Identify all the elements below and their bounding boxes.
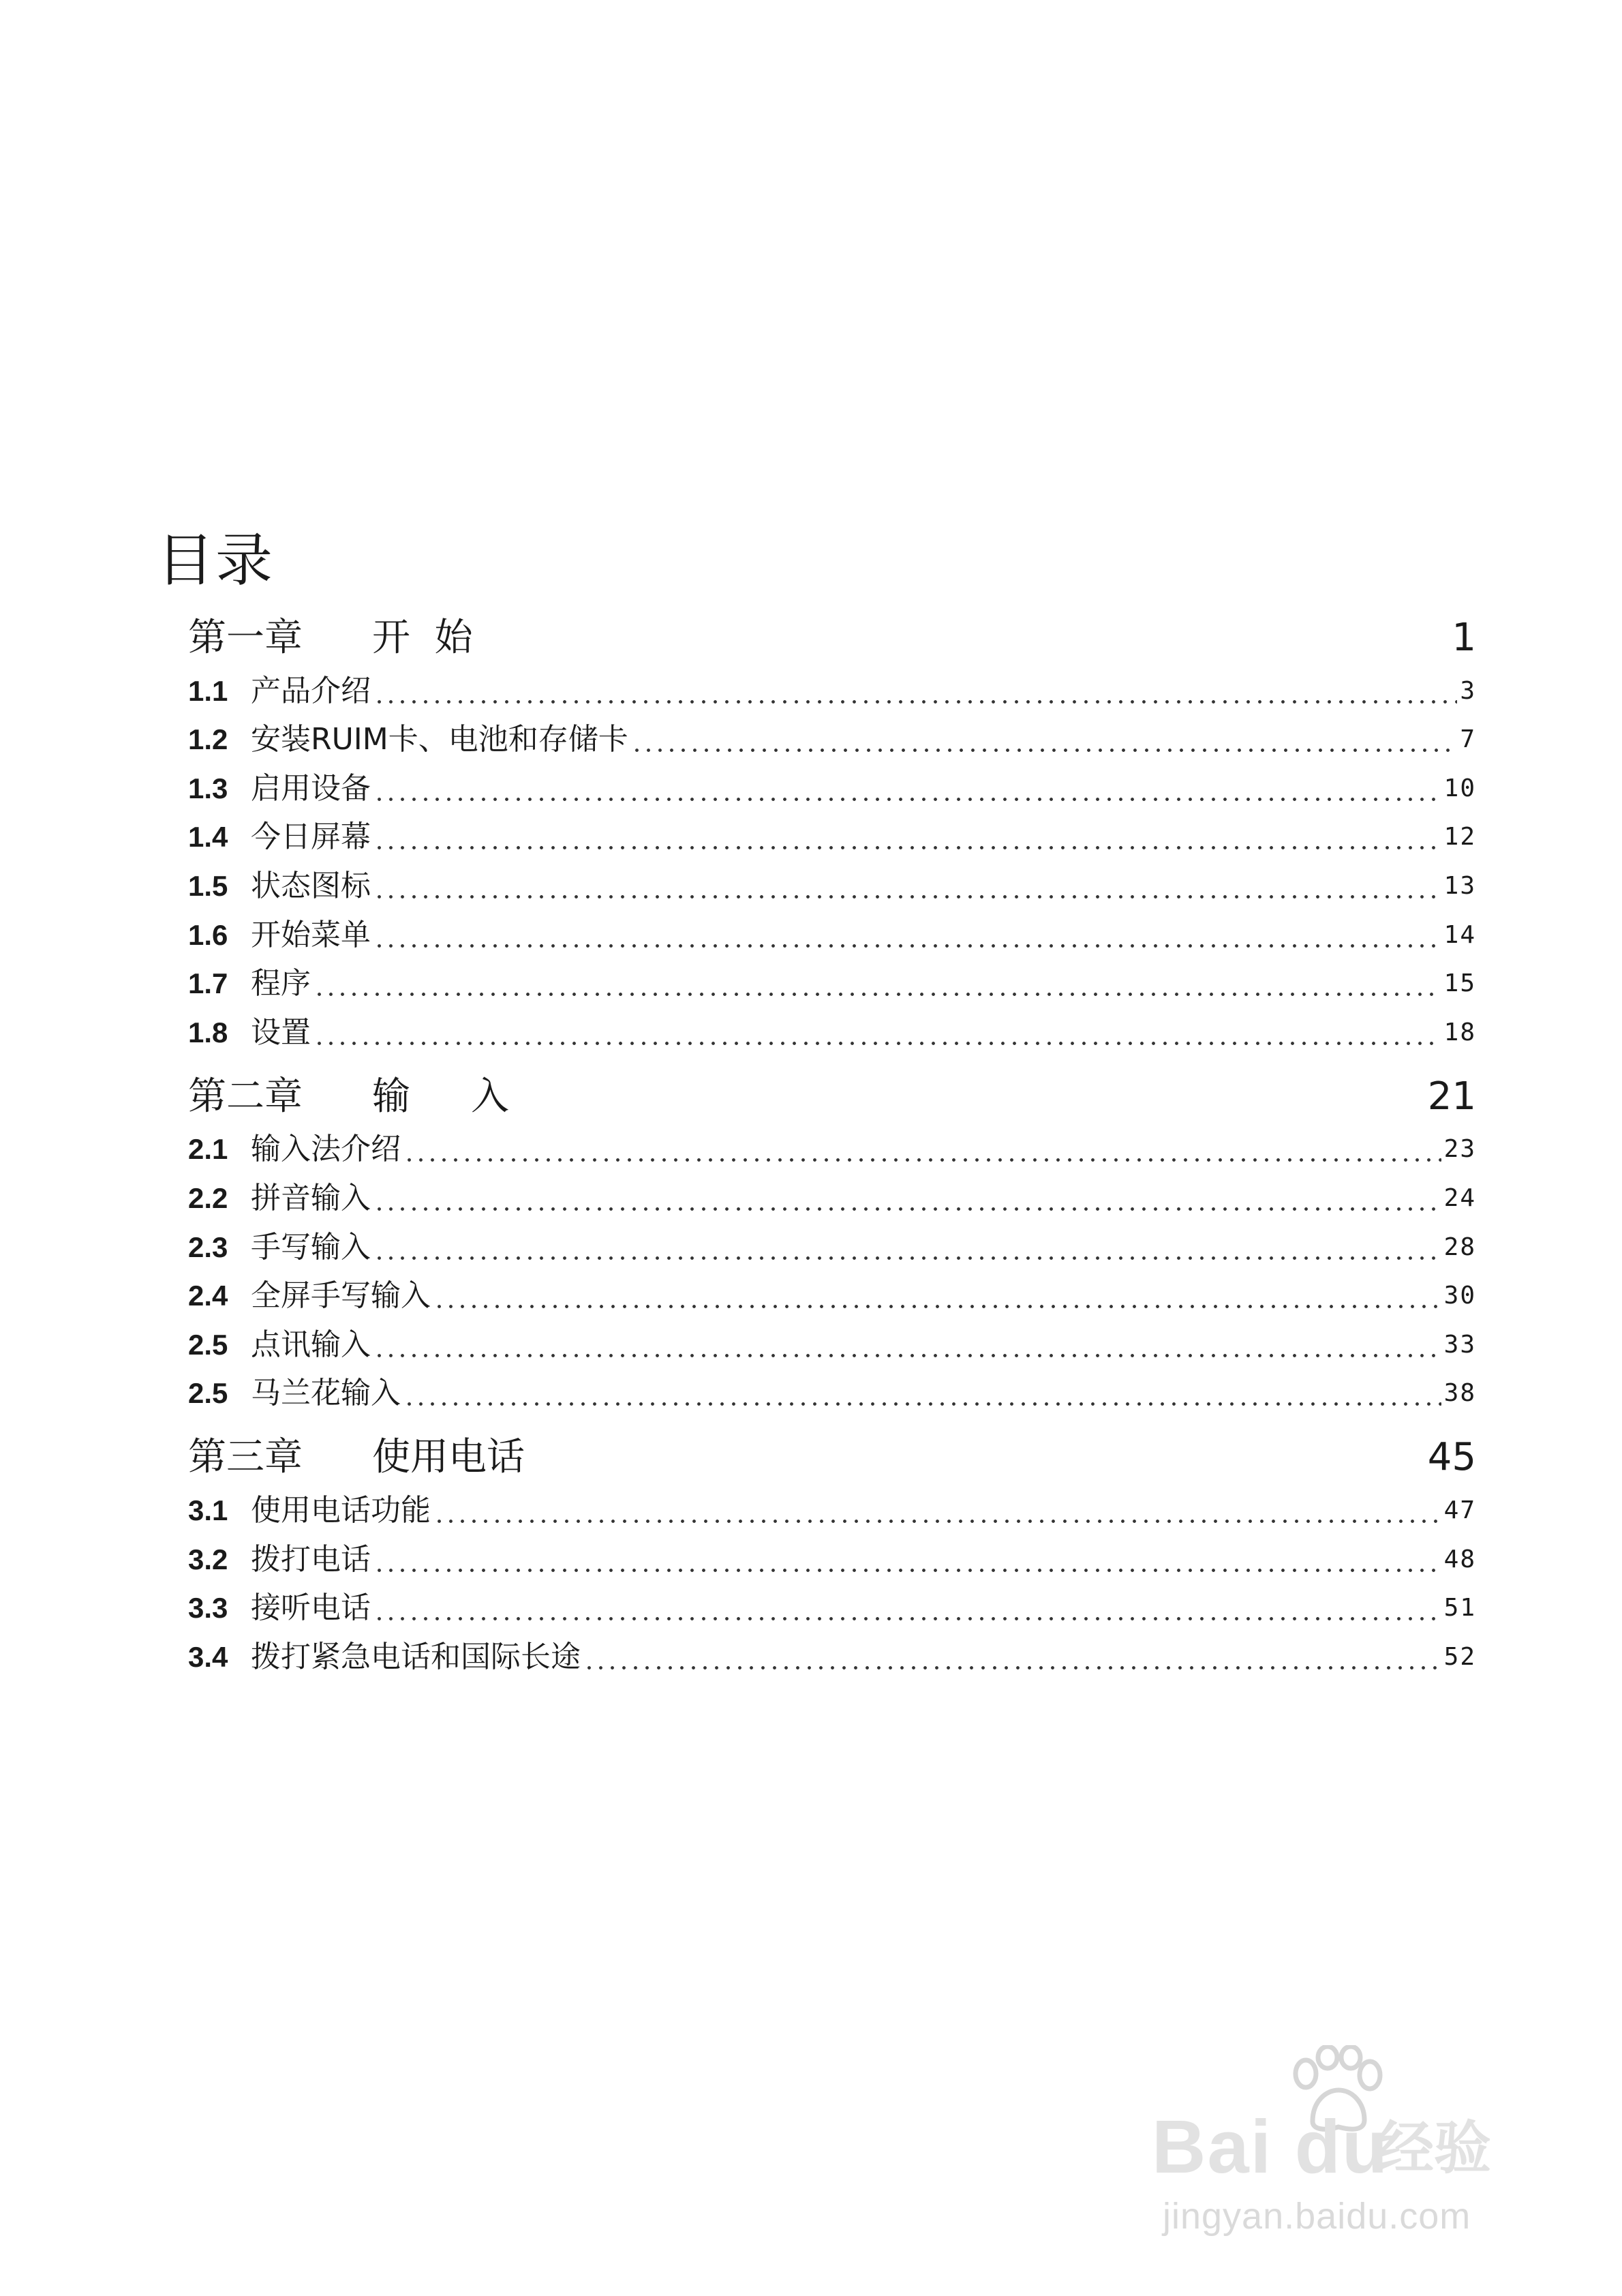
entry-page-number: 33: [1443, 1330, 1476, 1359]
toc-entry[interactable]: [188, 1170, 1476, 1219]
toc-entry[interactable]: [188, 858, 1476, 907]
entry-number: 2.2: [188, 1181, 228, 1214]
chapter-heading[interactable]: [188, 614, 1476, 663]
entry-number: 3.4: [188, 1640, 228, 1673]
entry-title: 全屏手写输入: [251, 1278, 431, 1314]
entry-number: 2.5: [188, 1328, 228, 1361]
entry-title: 启用设备: [251, 770, 371, 806]
toc-entry[interactable]: [188, 809, 1476, 858]
chapter-block: [188, 1072, 1476, 1415]
toc-entry[interactable]: [188, 760, 1476, 809]
entry-title: 手写输入: [251, 1229, 371, 1265]
chapter-block: [188, 614, 1476, 1053]
entry-number: 1.1: [188, 674, 228, 707]
toc-entry[interactable]: [188, 1531, 1476, 1580]
toc-entry[interactable]: [188, 1365, 1476, 1415]
entry-number: 2.5: [188, 1377, 228, 1410]
entry-page-number: 10: [1443, 774, 1476, 802]
chapter-title: 输 入: [372, 1074, 510, 1119]
dot-leader: [433, 1482, 1444, 1531]
chapter-page-number: 21: [1427, 1074, 1476, 1119]
entry-title: 程序: [251, 966, 311, 1001]
chapter-number: 第一章: [188, 616, 303, 660]
toc-title: 目录: [157, 527, 275, 594]
entry-title: 拨打电话: [251, 1541, 371, 1577]
toc-entry[interactable]: [188, 956, 1476, 1005]
entry-title: 拼音输入: [251, 1180, 371, 1215]
entry-title: 使用电话功能: [251, 1492, 431, 1528]
dot-leader: [373, 1316, 1444, 1365]
entry-number: 1.4: [188, 821, 228, 854]
entry-title: 接听电话: [251, 1590, 371, 1626]
entry-title: 状态图标: [251, 868, 371, 903]
entry-title: 马兰花输入: [251, 1376, 401, 1411]
toc-entry[interactable]: [188, 1316, 1476, 1365]
chapter-page-number: 1: [1452, 616, 1476, 660]
entry-number: 1.6: [188, 918, 228, 951]
entry-number: 1.2: [188, 723, 228, 756]
entry-page-number: 12: [1443, 823, 1476, 851]
dot-leader: [433, 1268, 1444, 1317]
toc-entry[interactable]: [188, 1268, 1476, 1317]
chapter-title: 使用电话: [372, 1435, 525, 1480]
chapter-page-number: 45: [1427, 1435, 1476, 1480]
dot-leader: [373, 809, 1444, 858]
entry-page-number: 47: [1443, 1496, 1476, 1524]
entry-number: 1.3: [188, 772, 228, 804]
toc-entry[interactable]: [188, 1629, 1476, 1678]
toc-entry[interactable]: [188, 1482, 1476, 1531]
chapter-heading[interactable]: [188, 1433, 1476, 1482]
entry-page-number: 38: [1443, 1379, 1476, 1408]
dot-leader: [403, 1121, 1444, 1170]
entry-title: 今日屏幕: [251, 819, 371, 855]
entry-number: 3.3: [188, 1592, 228, 1625]
entry-page-number: 7: [1460, 725, 1476, 754]
entry-title: 拨打紧急电话和国际长途: [251, 1639, 581, 1674]
entry-title: 开始菜单: [251, 917, 371, 952]
entry-page-number: 28: [1443, 1233, 1476, 1261]
entry-page-number: 15: [1443, 969, 1476, 998]
toc-entry[interactable]: [188, 712, 1476, 761]
watermark-brand: Bai du: [1152, 2105, 1390, 2189]
entry-page-number: 23: [1443, 1135, 1476, 1164]
dot-leader: [373, 858, 1444, 907]
entry-page-number: 30: [1443, 1282, 1476, 1310]
entry-title: 安装RUIM卡、电池和存储卡: [251, 722, 628, 757]
dot-leader: [373, 760, 1444, 809]
entry-title: 点讯输入: [251, 1327, 371, 1362]
entry-title: 设置: [251, 1014, 311, 1050]
chapter-heading[interactable]: [188, 1072, 1476, 1121]
dot-leader: [373, 1580, 1444, 1629]
entry-number: 1.5: [188, 869, 228, 902]
dot-leader: [373, 907, 1444, 956]
dot-leader: [583, 1629, 1444, 1678]
watermark-product: 经验: [1377, 2115, 1492, 2181]
entry-title: 输入法介绍: [251, 1132, 401, 1167]
entry-number: 1.7: [188, 967, 228, 1000]
entry-page-number: 24: [1443, 1183, 1476, 1212]
dot-leader: [631, 712, 1460, 761]
entry-page-number: 13: [1443, 871, 1476, 900]
dot-leader: [373, 1531, 1444, 1580]
entry-number: 2.3: [188, 1230, 228, 1263]
dot-leader: [313, 1004, 1444, 1053]
entry-title: 产品介绍: [251, 673, 371, 708]
chapter-number: 第三章: [188, 1435, 303, 1480]
entry-page-number: 3: [1460, 676, 1476, 705]
toc-entry[interactable]: [188, 907, 1476, 956]
entry-number: 2.1: [188, 1133, 228, 1166]
entry-page-number: 51: [1443, 1594, 1476, 1622]
dot-leader: [403, 1365, 1444, 1415]
entry-page-number: 48: [1443, 1545, 1476, 1573]
entry-number: 3.2: [188, 1543, 228, 1575]
toc-entry[interactable]: [188, 663, 1476, 712]
entry-page-number: 18: [1443, 1018, 1476, 1046]
entry-number: 3.1: [188, 1494, 228, 1526]
dot-leader: [373, 1219, 1444, 1268]
toc-entry[interactable]: [188, 1219, 1476, 1268]
table-of-contents: [188, 614, 1476, 1678]
dot-leader: [313, 956, 1444, 1005]
chapter-number: 第二章: [188, 1074, 303, 1119]
entry-number: 1.8: [188, 1016, 228, 1048]
toc-entry[interactable]: [188, 1580, 1476, 1629]
toc-entry[interactable]: [188, 1121, 1476, 1170]
toc-entry[interactable]: [188, 1004, 1476, 1053]
entry-page-number: 14: [1443, 920, 1476, 949]
entry-page-number: 52: [1443, 1642, 1476, 1671]
chapter-title: 开 始: [372, 616, 473, 660]
dot-leader: [373, 1170, 1444, 1219]
watermark-url: jingyan.baidu.com: [1163, 2196, 1471, 2237]
entry-number: 2.4: [188, 1280, 228, 1312]
baidu-jingyan-watermark: [1152, 2038, 1533, 2243]
chapter-block: [188, 1433, 1476, 1677]
dot-leader: [373, 663, 1460, 712]
